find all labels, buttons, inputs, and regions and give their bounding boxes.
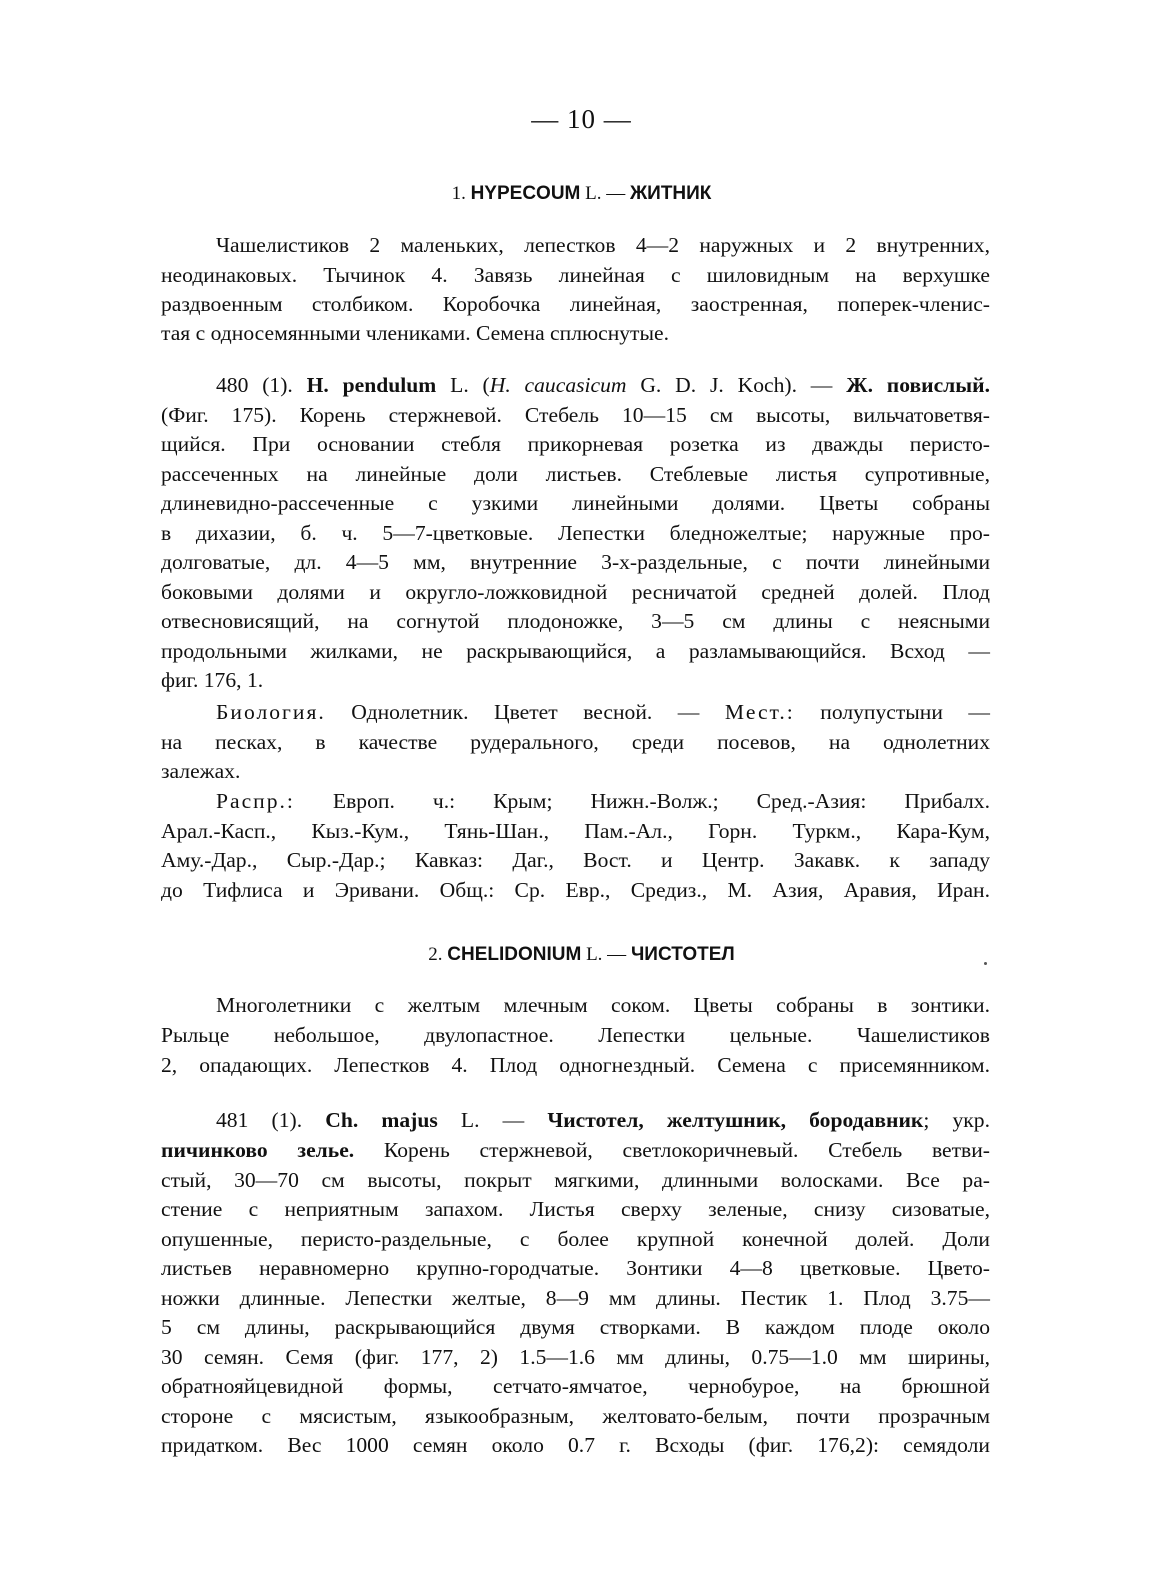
genus-description-line: 2, опадающих. Лепестков 4. Плод одногнездный. Семена с присемянником. [161, 1053, 990, 1077]
genus-heading-author: L. — [580, 183, 630, 204]
species-synonym-author: G. D. J. Koch). — [626, 373, 847, 397]
genus-description-line: Чашелистиков 2 маленьких, лепестков 4—2 наружных и 2 внутренних, [216, 233, 990, 257]
species-text-line: листьев неравномерно крупно-городчатые. Зонтики 4—8 цветковые. Цвето- [161, 1256, 990, 1280]
genus-heading-latin: CHELIDONIUM [447, 944, 582, 965]
species-text-line: длиневидно-рассеченные с узкими линейными долями. Цветы собраны [161, 491, 990, 515]
distribution-line [216, 786, 990, 816]
page-number: — 10 — [531, 104, 632, 134]
biology-label: Биология. [216, 700, 326, 724]
species-text-line: отвесновисящий, на согнутой плодоножке, 3—5 см длины с неясными [161, 609, 990, 633]
species-latin-name: Ch. majus [325, 1108, 438, 1132]
species-text-line: щийся. При основании стебля прикорневая розетка из дважды перисто- [161, 432, 990, 456]
distribution-text: Европ. ч.: Крым; Нижн.-Волж.; Сред.-Азия: Прибалх. [294, 789, 990, 813]
genus-heading-latin: HYPECOUM [470, 183, 581, 204]
species-entry-header [216, 1105, 990, 1135]
species-number: 481 (1). [216, 1108, 326, 1132]
genus-heading-russian: ЧИСТОТЕЛ [630, 944, 735, 965]
habitat-label: Мест.: [724, 700, 795, 724]
genus-description-line: тая с односемянными члениками. Семена сплюснутые. [161, 321, 669, 345]
species-text: Корень стержневой, светлокоричневый. Стебель ветви- [354, 1138, 990, 1162]
ukrainian-name: пичинково зелье. [161, 1138, 355, 1162]
genus-description-line: Рыльце небольшое, двулопастное. Лепестки цельные. Чашелистиков [161, 1023, 990, 1047]
speck-mark [984, 962, 987, 965]
species-text-line: в дихазии, б. ч. 5—7-цветковые. Лепестки бледножелтые; наружные про- [161, 521, 990, 545]
biology-text-line: на песках, в качестве рудерального, среди посевов, на однолетних [161, 730, 990, 754]
ukrainian-label: ; укр. [923, 1108, 990, 1132]
species-author: L. ( [436, 373, 490, 397]
genus-heading-chelidonium [0, 944, 1163, 966]
distribution-text-line: до Тифлиса и Эривани. Общ.: Ср. Евр., Средиз., М. Азия, Аравия, Иран. [161, 878, 990, 902]
species-text-line: рассеченных на линейные доли листьев. Стеблевые листья супротивные, [161, 462, 990, 486]
genus-heading-russian: ЖИТНИК [629, 183, 712, 204]
species-text-line: продольными жилками, не раскрывающийся, а разламывающийся. Всход — [161, 639, 990, 663]
distribution-text-line: Аму.-Дар., Сыр.-Дар.; Кавказ: Даг., Вост. и Центр. Закавк. к западу [161, 848, 990, 872]
biology-text-line: залежах. [161, 759, 241, 783]
species-entry-header [216, 370, 990, 400]
species-common-name: Чистотел, желтушник, бородавник [547, 1108, 924, 1132]
biology-text: Однолетник. Цветет весной. — [325, 700, 725, 724]
habitat-text: полупустыни — [794, 700, 990, 724]
species-text-line: стение с неприятным запахом. Листья сверху зеленые, снизу сизоватые, [161, 1197, 990, 1221]
species-common-name: Ж. повислый. [846, 373, 991, 397]
genus-heading-author: L. — [581, 944, 631, 965]
genus-heading-number: 2. [428, 944, 448, 965]
species-text-line: фиг. 176, 1. [161, 668, 264, 692]
genus-heading-number: 1. [451, 183, 471, 204]
distribution-text-line: Арал.-Касп., Кыз.-Кум., Тянь-Шан., Пам.-Ал., Горн. Туркм., Кара-Кум, [161, 819, 990, 843]
species-text-line: 30 семян. Семя (фиг. 177, 2) 1.5—1.6 мм длины, 0.75—1.0 мм ширины, [161, 1345, 990, 1369]
species-latin-name: H. pendulum [306, 373, 437, 397]
species-text-line: долговатые, дл. 4—5 мм, внутренние 3-х-раздельные, с почти линейными [161, 550, 990, 574]
species-text-line: придатком. Вес 1000 семян около 0.7 г. Всходы (фиг. 176,2): семядоли [161, 1433, 990, 1457]
species-text-line: 5 см длины, раскрывающийся двумя створками. В каждом плоде около [161, 1315, 990, 1339]
distribution-label: Распр.: [216, 789, 295, 813]
genus-description-line: Многолетники с желтым млечным соком. Цветы собраны в зонтики. [216, 993, 990, 1017]
species-text-line: боковыми долями и округло-ложковидной ресничатой средней долей. Плод [161, 580, 990, 604]
species-number: 480 (1). [216, 373, 307, 397]
genus-description-line: неодинаковых. Тычинок 4. Завязь линейная с шиловидным на верхушке [161, 263, 990, 287]
species-text-line: стый, 30—70 см высоты, покрыт мягкими, длинными волосками. Все ра- [161, 1168, 990, 1192]
species-text-line: ножки длинные. Лепестки желтые, 8—9 мм длины. Пестик 1. Плод 3.75— [161, 1286, 990, 1310]
species-synonym: H. caucasicum [489, 373, 627, 397]
biology-line [216, 697, 990, 727]
species-text-line: опушенные, перисто-раздельные, с более крупной конечной долей. Доли [161, 1227, 990, 1251]
species-text-line: обратнояйцевидной формы, сетчато-ямчатое, чернобурое, на брюшной [161, 1374, 990, 1398]
genus-heading-hypecoum [0, 183, 1163, 205]
species-author: L. — [437, 1108, 548, 1132]
species-text-line: (Фиг. 175). Корень стержневой. Стебель 10—15 см высоты, вильчатоветвя- [161, 403, 990, 427]
genus-description-line: раздвоенным столбиком. Коробочка линейная, заостренная, поперек-членис- [161, 292, 990, 316]
species-text-line [161, 1135, 990, 1165]
species-text-line: стороне с мясистым, языкообразным, желтовато-белым, почти прозрачным [161, 1404, 990, 1428]
